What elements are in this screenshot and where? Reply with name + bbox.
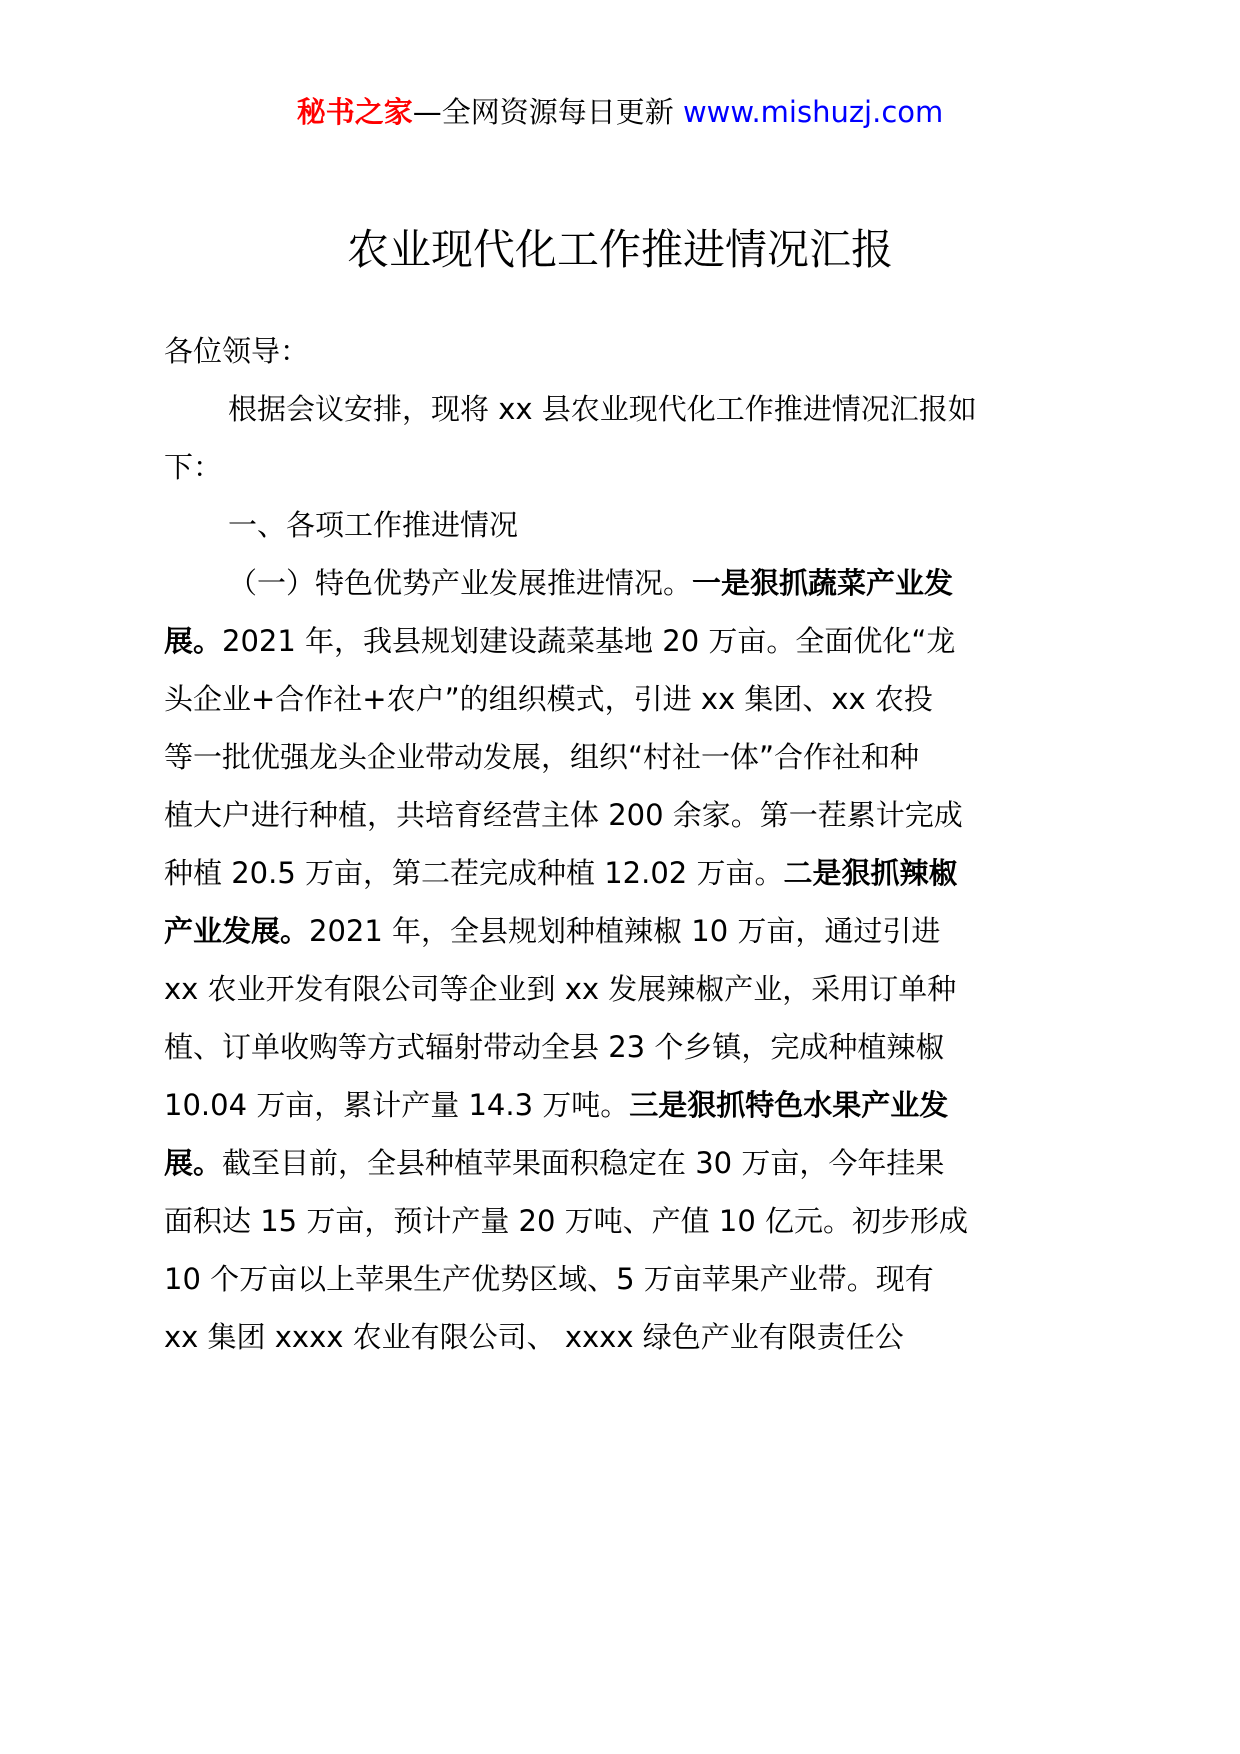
- text-line: [164, 911, 940, 951]
- text-segment: 种植 20.5 万亩，第二茬完成种植 12.02 万亩。: [164, 856, 784, 890]
- text-segment: xx 集团 xxxx 农业有限公司、 xxxx 绿色产业有限责任公: [164, 1320, 904, 1354]
- text-segment: 面积达 15 万亩，预计产量 20 万吨、产值 10 亿元。初步形成: [164, 1204, 969, 1238]
- text-segment: 等一批优强龙头企业带动发展，组织“村社一体”合作社和种: [164, 740, 920, 774]
- text-line: [228, 505, 518, 545]
- bold-text-segment: 二是狠抓辣椒: [783, 856, 958, 890]
- text-segment: 植、订单收购等方式辐射带动全县 23 个乡镇，完成种植辣椒: [164, 1030, 945, 1064]
- text-line: [164, 1143, 944, 1183]
- text-segment: （一）特色优势产业发展推进情况。: [228, 566, 693, 600]
- text-segment: 植大户进行种植，共培育经营主体 200 余家。第一茬累计完成: [164, 798, 963, 832]
- text-line: [164, 737, 919, 777]
- text-segment: 2021 年，我县规划建设蔬菜基地 20 万亩。全面优化“龙: [222, 624, 956, 658]
- text-line: [164, 679, 933, 719]
- bold-text-segment: 产业发展。: [164, 914, 310, 948]
- text-line: [164, 1259, 934, 1299]
- text-line: [164, 853, 957, 893]
- document-title: 农业现代化工作推进情况汇报: [346, 225, 893, 274]
- salutation: 各位领导：: [164, 334, 310, 368]
- text-line: [164, 795, 963, 835]
- text-line: [228, 563, 953, 603]
- text-line: [164, 1085, 948, 1125]
- text-segment: 头企业+合作社+农户”的组织模式，引进 xx 集团、xx 农投: [164, 682, 933, 716]
- site-url-link[interactable]: www.mishuzj.com: [682, 95, 944, 129]
- brand-name: 秘书之家: [296, 95, 413, 129]
- text-line: [164, 621, 955, 661]
- site-header: [0, 90, 1240, 134]
- text-line: [164, 1201, 968, 1241]
- text-line: [164, 1027, 944, 1067]
- text-segment: 根据会议安排，现将 xx 县农业现代化工作推进情况汇报如: [228, 392, 977, 426]
- text-line: [164, 447, 222, 487]
- text-segment: 10 个万亩以上苹果生产优势区域、5 万亩苹果产业带。现有: [164, 1262, 934, 1296]
- bold-text-segment: 三是狠抓特色水果产业发: [629, 1088, 949, 1122]
- text-segment: 10.04 万亩，累计产量 14.3 万吨。: [164, 1088, 630, 1122]
- text-segment: xx 农业开发有限公司等企业到 xx 发展辣椒产业，采用订单种: [164, 972, 957, 1006]
- bold-text-segment: 展。: [164, 1146, 223, 1180]
- text-segment: 一、各项工作推进情况: [228, 508, 519, 542]
- text-line: [228, 389, 977, 429]
- text-segment: 截至目前，全县种植苹果面积稳定在 30 万亩，今年挂果: [222, 1146, 945, 1180]
- bold-text-segment: 一是狠抓蔬菜产业发: [692, 566, 954, 600]
- text-line: [164, 969, 956, 1009]
- text-line: [164, 1317, 904, 1357]
- text-segment: 下：: [164, 450, 223, 484]
- text-segment: 2021 年，全县规划种植辣椒 10 万亩，通过引进: [309, 914, 941, 948]
- bold-text-segment: 展。: [164, 624, 223, 658]
- header-tagline: —全网资源每日更新: [412, 95, 683, 129]
